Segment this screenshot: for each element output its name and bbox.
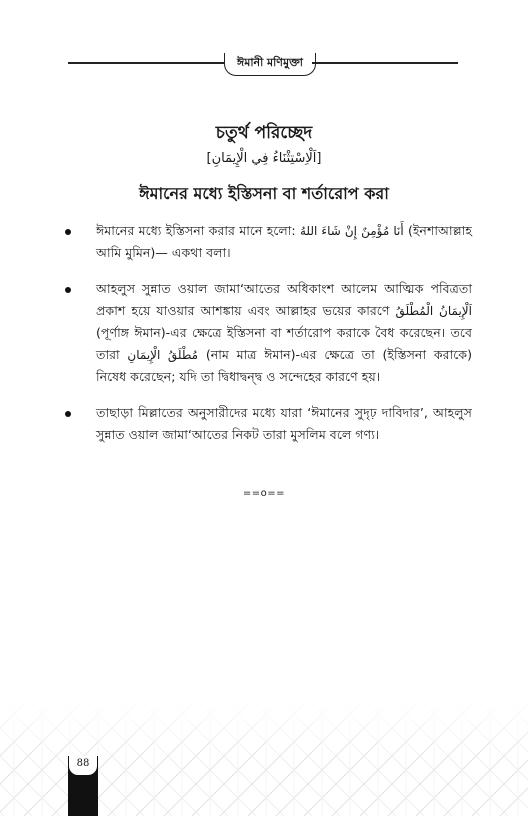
bullet-icon: [65, 411, 71, 417]
list-item: [62, 278, 472, 388]
arabic-subtitle: [اَلْاِسْتِثْنَاءُ فِي الْإِيمَانِ]: [206, 151, 322, 166]
list-item: [62, 220, 472, 264]
header-rule-left: [68, 62, 226, 64]
paragraph-text: (ইনশাআল্লাহ আমি মুমিন)— একথা বলা।: [96, 223, 472, 260]
paragraph-text: আহলুস সুন্নাত ওয়াল জামা‘আতের অধিকাংশ আলেম আত্মিক পবিত্রতা প্রকাশ হয়ে যাওয়ার আশঙ্কায় এবং আল্লাহর ভয়ের কারণে: [96, 281, 472, 318]
bullet-icon: [65, 229, 71, 235]
arabic-phrase: أَنَا مُؤْمِنٌ إِنْ شَاءَ اللهُ: [299, 224, 404, 238]
header-rule-right: [312, 62, 458, 64]
paragraph-text: তাছাড়া মিল্লাতের অনুসারীদের মধ্যে যারা ‘ঈমানের সুদৃঢ় দাবিদার’, আহলুস সুন্নাত ওয়াল জামা‘আতের নিকট তারা মুসলিম বলে গণ্য।: [96, 405, 472, 442]
paragraph-text: (পূর্ণাঙ্গ ঈমান)-এর ক্ষেত্রে ইস্তিসনা বা শর্তারোপ করাকে বৈধ করেছেন। তবে তারা: [96, 325, 472, 362]
paragraph-text: (নাম মাত্র ঈমান)-এর ক্ষেত্রে তা (ইস্তিসনা করাকে) নিষেধ করেছেন; যদি তা দ্বিধাদ্বন্দ্ব ও সন্দেহের কারণে হয়।: [96, 347, 473, 384]
bullet-icon: [65, 287, 71, 293]
page-number: 88: [68, 756, 98, 776]
chapter-title: চতুর্থ পরিচ্ছেদ: [215, 123, 313, 143]
section-title: ঈমানের মধ্যে ইস্তিসনা বা শর্তারোপ করা: [139, 184, 389, 203]
arabic-phrase: اَلْإِيمَانُ الْمُطْلَقُ: [395, 304, 472, 318]
arabic-phrase: مُطْلَقُ الْإِيمَانِ: [127, 348, 199, 362]
section-divider: ==o==: [242, 488, 286, 499]
running-header: ঈমানী মণিমুক্তা: [224, 53, 316, 76]
bullet-list: [62, 220, 472, 460]
paragraph-text: ঈমানের মধ্যে ইস্তিসনা করার মানে হলো:: [96, 223, 300, 238]
list-item: [62, 402, 472, 446]
